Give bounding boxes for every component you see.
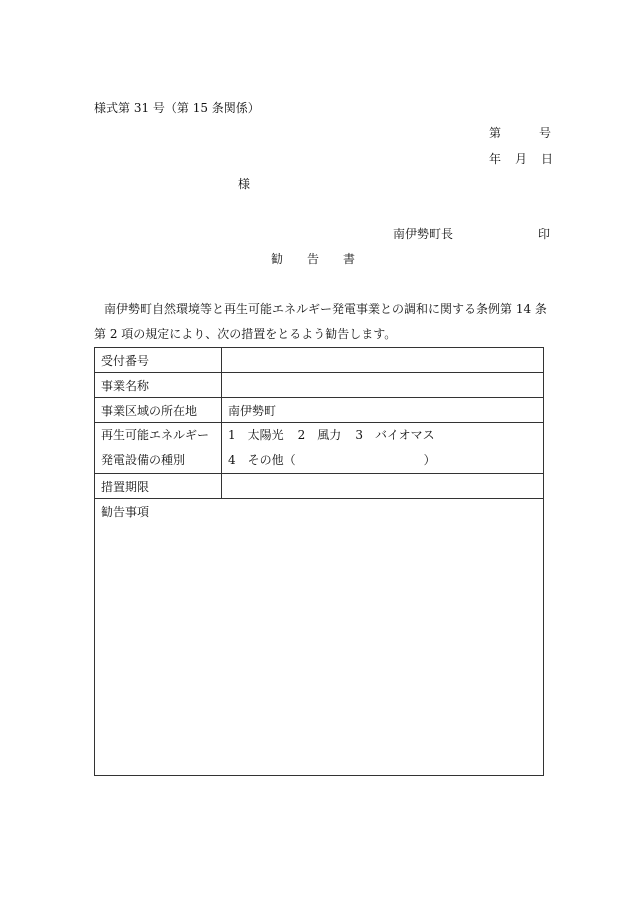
document-date [489, 153, 553, 165]
reception-number-label: 受付番号 [95, 348, 222, 373]
facility-type-label-line1: 再生可能エネルギー [101, 428, 210, 442]
body-line-1: 南伊勢町自然環境等と再生可能エネルギー発電事業との調和に関する条例第 14 条 [104, 302, 547, 316]
option-4-number: 4 [228, 453, 236, 467]
option-3-biomass[interactable]: バイオマス [374, 428, 435, 442]
number-suffix: 号 [539, 126, 552, 140]
table-row [95, 373, 544, 398]
form-number: 様式第 31 号（第 15 条関係） [94, 101, 260, 115]
facility-type-label [95, 423, 222, 474]
facility-type-field[interactable] [222, 423, 544, 474]
option-3-number: 3 [355, 428, 363, 442]
area-location-field[interactable]: 南伊勢町 [222, 398, 544, 423]
number-label: 第 [489, 126, 502, 140]
seal-mark: 印 [538, 227, 551, 241]
body-line-2: 第 2 項の規定により、次の措置をとるよう勧告します。 [94, 327, 397, 341]
title-char-3: 書 [343, 252, 356, 266]
option-2-number: 2 [297, 428, 306, 442]
facility-options-line1 [228, 423, 537, 448]
date-month: 月 [515, 152, 528, 166]
recommendation-items-cell[interactable] [95, 499, 544, 776]
reception-number-field[interactable] [222, 348, 544, 373]
option-4-close-paren: ） [423, 453, 436, 467]
deadline-field[interactable] [222, 474, 544, 499]
table-row [95, 348, 544, 373]
table-row [95, 398, 544, 423]
title-char-1: 勧 [271, 252, 284, 266]
table-row [95, 474, 544, 499]
document-title [271, 253, 355, 265]
addressee-suffix: 様 [238, 177, 251, 191]
option-1-number: 1 [228, 428, 236, 442]
option-1-solar[interactable]: 太陽光 [247, 428, 284, 442]
table-row [95, 499, 544, 776]
business-name-label: 事業名称 [95, 373, 222, 398]
recommendation-items-label: 勧告事項 [101, 505, 150, 519]
business-name-field[interactable] [222, 373, 544, 398]
document-number [489, 127, 551, 139]
facility-options-line2 [228, 448, 537, 473]
issuer-name: 南伊勢町長 [393, 227, 454, 241]
date-day: 日 [541, 152, 554, 166]
deadline-label: 措置期限 [95, 474, 222, 499]
facility-type-label-line2: 発電設備の種別 [101, 453, 186, 467]
area-location-label: 事業区域の所在地 [95, 398, 222, 423]
table-row [95, 423, 544, 474]
recommendation-form-table [94, 347, 544, 776]
date-year: 年 [489, 152, 502, 166]
title-char-2: 告 [307, 252, 320, 266]
option-4-other[interactable]: その他（ [247, 453, 296, 467]
option-2-wind[interactable]: 風力 [317, 428, 342, 442]
